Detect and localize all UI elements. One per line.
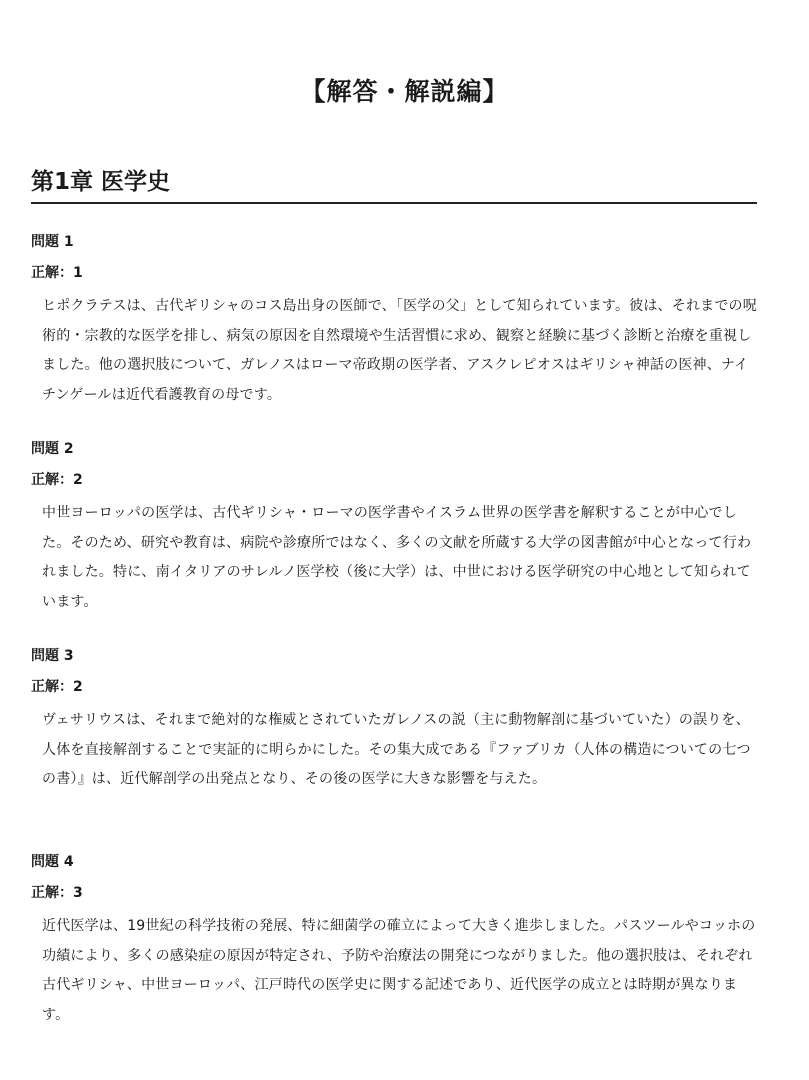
explanation-text: ヴェサリウスは、それまで絶対的な権威とされていたガレノスの説（主に動物解剖に基づいていた）の誤りを、人体を直接解剖することで実証的に明らかにした。その集大成である『ファブリカ（人体の構造についての七つの書）』は、近代解剖学の出発点となり、その後の医学に大きな影響を与えた。: [42, 712, 751, 787]
question-block: [31, 645, 757, 795]
question-label: 問題 1: [31, 234, 74, 250]
question-label: 問題 4: [31, 854, 74, 870]
chapter-divider: [31, 202, 757, 204]
answer-label: 正解：2: [31, 679, 83, 695]
answer-label: 正解：3: [31, 885, 83, 901]
question-block: [31, 231, 757, 410]
answer-label: 正解：1: [31, 265, 83, 281]
question-block: [31, 438, 757, 617]
answer-label: 正解：2: [31, 472, 83, 488]
explanation-text: 近代医学は、19世紀の科学技術の発展、特に細菌学の確立によって大きく進歩しました。パスツールやコッホの功績により、多くの感染症の原因が特定され、予防や治療法の開発につながりました。他の選択肢は、それぞれ古代ギリシャ、中世ヨーロッパ、江戸時代の医学史に関する記述であり、近代医学の成立とは時期が異なります。: [42, 918, 756, 1023]
question-label: 問題 3: [31, 648, 74, 664]
question-block: [31, 851, 757, 1030]
explanation-text: ヒポクラテスは、古代ギリシャのコス島出身の医師で、「医学の父」として知られています。彼は、それまでの呪術的・宗教的な医学を排し、病気の原因を自然環境や生活習慣に求め、観察と経験に基づく診断と治療を重視しました。他の選択肢について、ガレノスはローマ帝政期の医学者、アスクレピオスはギリシャ神話の医神、ナイチンゲールは近代看護教育の母です。: [42, 298, 757, 403]
question-label: 問題 2: [31, 441, 74, 457]
page-title: 【解答・解説編】: [300, 77, 509, 106]
explanation-text: 中世ヨーロッパの医学は、古代ギリシャ・ローマの医学書やイスラム世界の医学書を解釈することが中心でした。そのため、研究や教育は、病院や診療所ではなく、多くの文献を所蔵する大学の図書館が中心となって行われました。特に、南イタリアのサレルノ医学校（後に大学）は、中世における医学研究の中心地として知られています。: [42, 505, 752, 610]
chapter-title: 第1章 医学史: [31, 169, 171, 195]
